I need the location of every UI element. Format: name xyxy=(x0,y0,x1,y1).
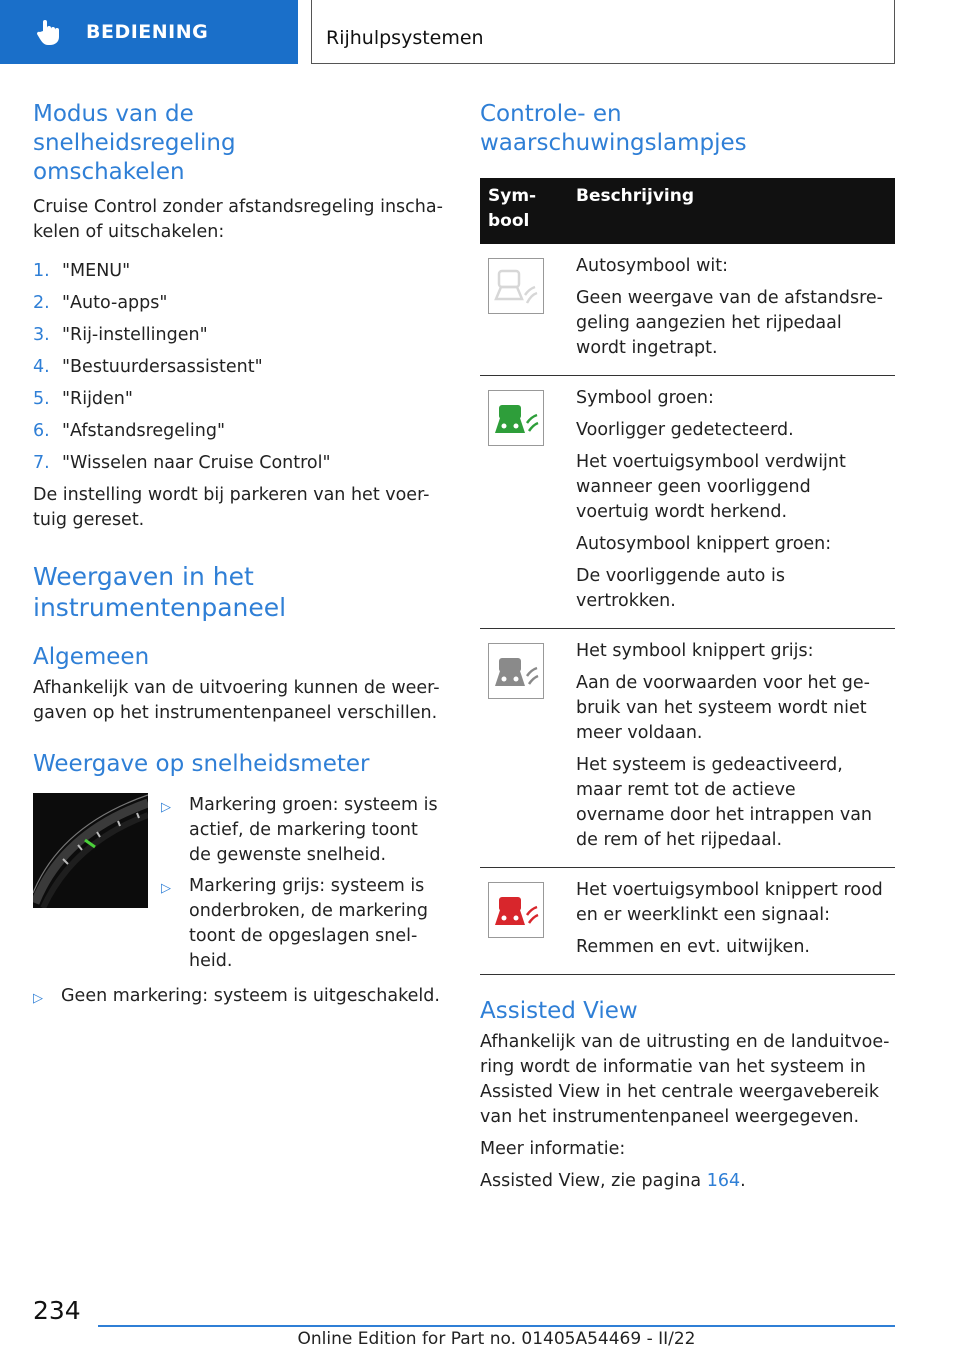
triangle-bullet-icon: ▷ xyxy=(161,881,171,896)
heading-assisted-view: Assisted View xyxy=(480,998,638,1024)
heading-snelheidsmeter: Weergave op snelheidsmeter xyxy=(33,751,370,777)
reset-note: De instelling wordt bij parkeren van het voer-tuig gereset. xyxy=(33,485,430,530)
list-item: 5. "Rijden" xyxy=(33,389,133,409)
meer-info: Meer informatie: xyxy=(480,1139,626,1159)
list-item: 6. "Afstandsregeling" xyxy=(33,421,226,441)
cross-reference: Assisted View, zie pagina 164. xyxy=(480,1171,746,1191)
list-item: ▷ Geen markering: systeem is uitgeschakeld. xyxy=(33,984,443,1011)
speedometer-image xyxy=(33,793,148,908)
table-row: Het symbool knippert grijs: Aan de voorwaarden voor het ge-bruik van het systeem wordt niet meer voldaan. Het systeem is gedeactiveerd, maar remt tot de actieve overname door het intrappen van de rem of het rijpedaal. xyxy=(480,629,895,868)
table-row: Autosymbool wit: Geen weergave van de afstandsre-geling aangezien het rijpedaal wordt ingetrapt. xyxy=(480,244,895,376)
heading-weergaven: Weergaven in het instrumentenpaneel xyxy=(33,562,287,622)
page-number: 234 xyxy=(33,1296,81,1325)
right-column xyxy=(480,100,895,1194)
section-tab xyxy=(0,0,298,64)
col-desc-header: Beschrijving xyxy=(568,178,895,244)
section-title: BEDIENING xyxy=(86,21,209,43)
left-column xyxy=(33,100,443,1011)
table-row: Het voertuigsymbool knippert rood en er weerklinkt een signaal: Remmen en evt. uitwijken. xyxy=(480,868,895,975)
speedo-bullets xyxy=(161,793,443,974)
chapter-title: Rijhulpsystemen xyxy=(326,27,484,49)
triangle-bullet-icon: ▷ xyxy=(33,991,43,1006)
algemeen-text: Afhankelijk van de uitvoering kunnen de weer-gaven op het instrumentenpaneel verschillen. xyxy=(33,678,440,723)
steps-list xyxy=(33,259,443,476)
heading-controle: Controle- en waarschuwingslampjes xyxy=(480,101,747,156)
heading-algemeen: Algemeen xyxy=(33,644,150,670)
footer-edition: Online Edition for Part no. 01405A54469 - II/22 xyxy=(297,1329,696,1349)
col-symbol-header: Sym-bool xyxy=(480,178,568,244)
page-link[interactable]: 164 xyxy=(706,1171,741,1191)
speedometer-block xyxy=(33,793,443,974)
triangle-bullet-icon: ▷ xyxy=(161,800,171,815)
none-bullet xyxy=(33,984,443,1011)
list-item: 3. "Rij-instellingen" xyxy=(33,325,208,345)
car-distance-red-icon xyxy=(488,882,544,938)
car-distance-grey-icon xyxy=(488,643,544,699)
hand-pointer-icon xyxy=(34,17,64,47)
car-distance-white-icon xyxy=(488,258,544,314)
list-item: 2. "Auto-apps" xyxy=(33,293,168,313)
list-item: 4. "Bestuurdersassistent" xyxy=(33,357,263,377)
table-row: Symbool groen: Voorligger gedetecteerd. Het voertuigsymbool verdwijnt wanneer geen voorliggend voertuig wordt herkend. Autosymbool knippert groen: De voorliggende auto is vertrokken. xyxy=(480,376,895,629)
intro-modus: Cruise Control zonder afstandsregeling inscha-kelen of uitschakelen: xyxy=(33,197,443,242)
car-distance-green-icon xyxy=(488,390,544,446)
heading-modus: Modus van de snelheidsregeling omschakelen xyxy=(33,101,236,185)
chapter-header xyxy=(311,0,895,64)
list-item: 1. "MENU" xyxy=(33,261,131,281)
assisted-text: Afhankelijk van de uitrusting en de landuitvoe-ring wordt de informatie van het systeem in Assisted View in het centrale weergavebereik van het instrumentenpaneel weergegeven. xyxy=(480,1032,890,1127)
list-item: 7. "Wisselen naar Cruise Control" xyxy=(33,453,331,473)
warning-lights-table xyxy=(480,178,895,975)
footer-rule xyxy=(98,1325,895,1327)
list-item: ▷ Markering groen: systeem is actief, de markering toont de gewenste snelheid. xyxy=(161,793,443,868)
list-item: ▷ Markering grijs: systeem is onderbroken, de markering toont de opgeslagen snel-heid. xyxy=(161,874,443,974)
